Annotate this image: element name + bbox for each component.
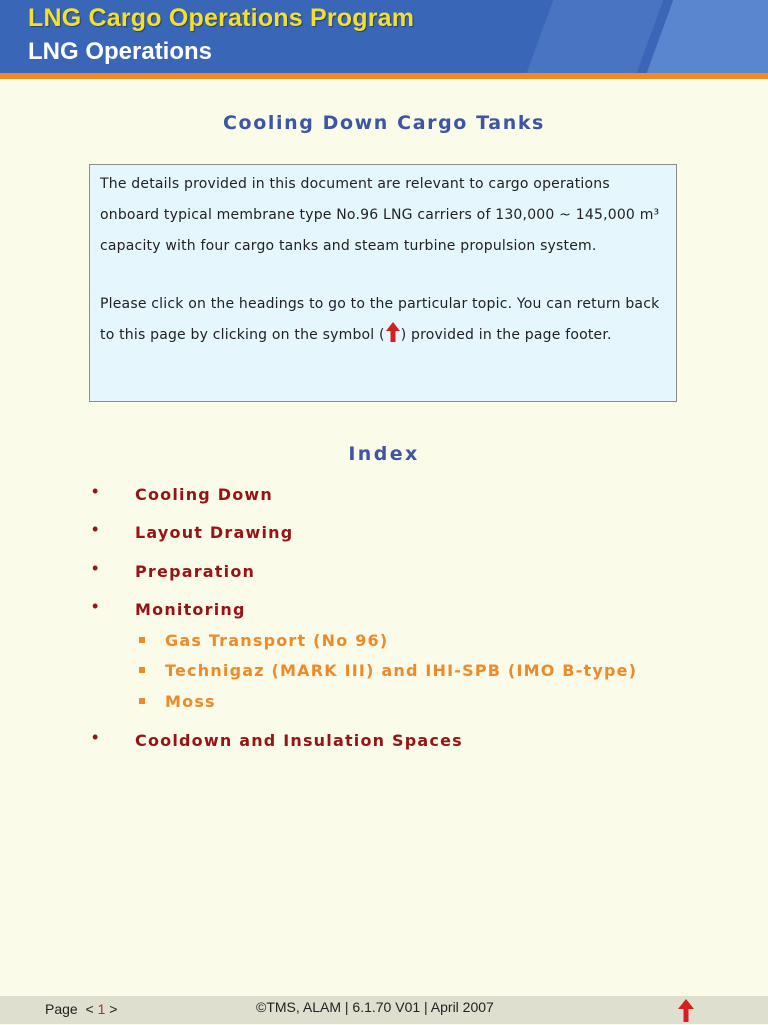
copyright-text: ©TMS, ALAM | 6.1.70 V01 | April 2007 bbox=[256, 999, 494, 1015]
index-link-cooldown-insulation[interactable]: Cooldown and Insulation Spaces bbox=[135, 731, 463, 750]
index-title: Index bbox=[348, 443, 420, 465]
page-indicator bbox=[45, 1001, 117, 1017]
red-up-arrow-icon bbox=[386, 322, 400, 342]
intro-text: Please click on the headings to go to the particular topic. You can return back to this page by clicking on the symbol ( bbox=[100, 296, 660, 343]
index-link-cooling-down[interactable]: Cooling Down bbox=[135, 485, 273, 504]
bullet-icon: • bbox=[92, 727, 99, 747]
page-title: Cooling Down Cargo Tanks bbox=[223, 112, 545, 134]
page-number: 1 bbox=[97, 1001, 106, 1017]
header-decor-stripe bbox=[647, 0, 768, 73]
next-page-button[interactable]: > bbox=[109, 1001, 118, 1017]
bullet-icon: • bbox=[92, 596, 99, 616]
intro-paragraph bbox=[100, 289, 666, 351]
sub-link-moss[interactable]: Moss bbox=[165, 692, 216, 711]
square-bullet-icon bbox=[139, 667, 145, 673]
prev-page-button[interactable]: < bbox=[85, 1001, 94, 1017]
square-bullet-icon bbox=[139, 698, 145, 704]
program-title: LNG Cargo Operations Program bbox=[28, 4, 415, 32]
square-bullet-icon bbox=[139, 637, 145, 643]
intro-text: ) provided in the page footer. bbox=[400, 327, 612, 343]
sub-link-technigaz[interactable]: Technigaz (MARK III) and IHI-SPB (IMO B-type) bbox=[165, 661, 638, 680]
index-link-layout-drawing[interactable]: Layout Drawing bbox=[135, 523, 294, 542]
index-link-preparation[interactable]: Preparation bbox=[135, 562, 256, 581]
red-up-arrow-icon bbox=[678, 999, 694, 1022]
index-link-monitoring[interactable]: Monitoring bbox=[135, 600, 246, 619]
bullet-icon: • bbox=[92, 519, 99, 539]
page-header bbox=[0, 0, 768, 73]
back-to-top-button[interactable] bbox=[678, 999, 694, 1025]
bullet-icon: • bbox=[92, 481, 99, 501]
bullet-icon: • bbox=[92, 558, 99, 578]
intro-box bbox=[89, 164, 677, 402]
page-footer bbox=[0, 996, 768, 1024]
section-subtitle: LNG Operations bbox=[28, 38, 213, 65]
sub-link-gas-transport[interactable]: Gas Transport (No 96) bbox=[165, 631, 389, 650]
intro-paragraph: The details provided in this document are relevant to cargo operations onboard typical membrane type No.96 LNG carriers of 130,000 ~ 145,000 m³ capacity with four cargo tanks and steam turbine propulsion system. bbox=[100, 176, 660, 254]
header-decor-stripe bbox=[527, 0, 664, 73]
page-label: Page bbox=[45, 1001, 78, 1017]
header-divider bbox=[0, 73, 768, 79]
